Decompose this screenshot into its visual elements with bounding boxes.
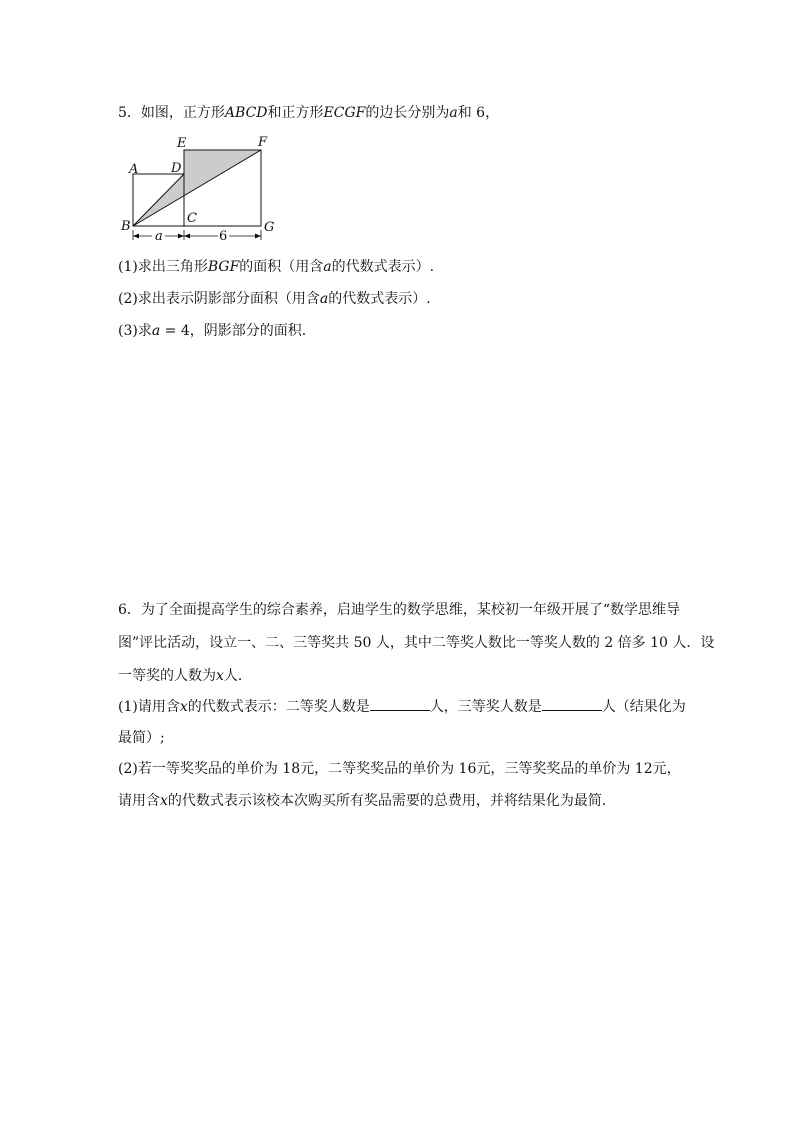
q6-part-1: (1)请用含x的代数式表示：二等奖人数是 人，三等奖人数是 人（结果化为 xyxy=(118,699,686,715)
q5-part-2: (2)求出表示阴影部分面积（用含a的代数式表示）. xyxy=(118,291,431,307)
vertex-label-c: C xyxy=(187,211,197,226)
dimension-label-6: 6 xyxy=(219,229,228,244)
q5-intro: 5．如图，正方形ABCD和正方形ECGF的边长分别为a和 6， xyxy=(118,105,500,121)
q6-line-3: 一等奖的人数为x人． xyxy=(118,668,252,684)
answer-blank-third-prize[interactable] xyxy=(542,698,602,711)
vertex-label-g: G xyxy=(264,220,275,235)
q6-line-2: 图”评比活动，设立一、二、三等奖共 50 人，其中二等奖人数比一等奖人数的 2 倍多 10 人．设 xyxy=(118,635,715,651)
squares-figure xyxy=(118,130,288,245)
answer-blank-second-prize[interactable] xyxy=(370,698,430,711)
q6-part-2-line-1: (2)若一等奖奖品的单价为 18元，二等奖奖品的单价为 16元，三等奖奖品的单价为 12元， xyxy=(118,761,681,777)
q6-part-2-line-2: 请用含x的代数式表示该校本次购买所有奖品需要的总费用，并将结果化为最简. xyxy=(118,793,607,809)
square-ecgf-name: ECGF xyxy=(323,105,366,121)
vertex-label-d: D xyxy=(171,161,182,176)
square-abcd-name: ABCD xyxy=(224,105,268,121)
vertex-label-b: B xyxy=(121,219,131,234)
q5-part-3: (3)求a = 4，阴影部分的面积. xyxy=(118,323,307,339)
q6-line-1: 6．为了全面提高学生的综合素养，启迪学生的数学思维，某校初一年级开展了“数学思维导 xyxy=(118,602,681,618)
vertex-label-e: E xyxy=(177,136,187,151)
q5-number: 5． xyxy=(118,105,141,121)
dimension-label-a: a xyxy=(155,229,163,244)
vertex-label-a: A xyxy=(129,162,139,177)
q5-part-1: (1)求出三角形BGF的面积（用含a的代数式表示）. xyxy=(118,259,435,275)
q6-part-1-continued: 最简）; xyxy=(118,730,165,746)
vertex-label-f: F xyxy=(258,135,268,150)
